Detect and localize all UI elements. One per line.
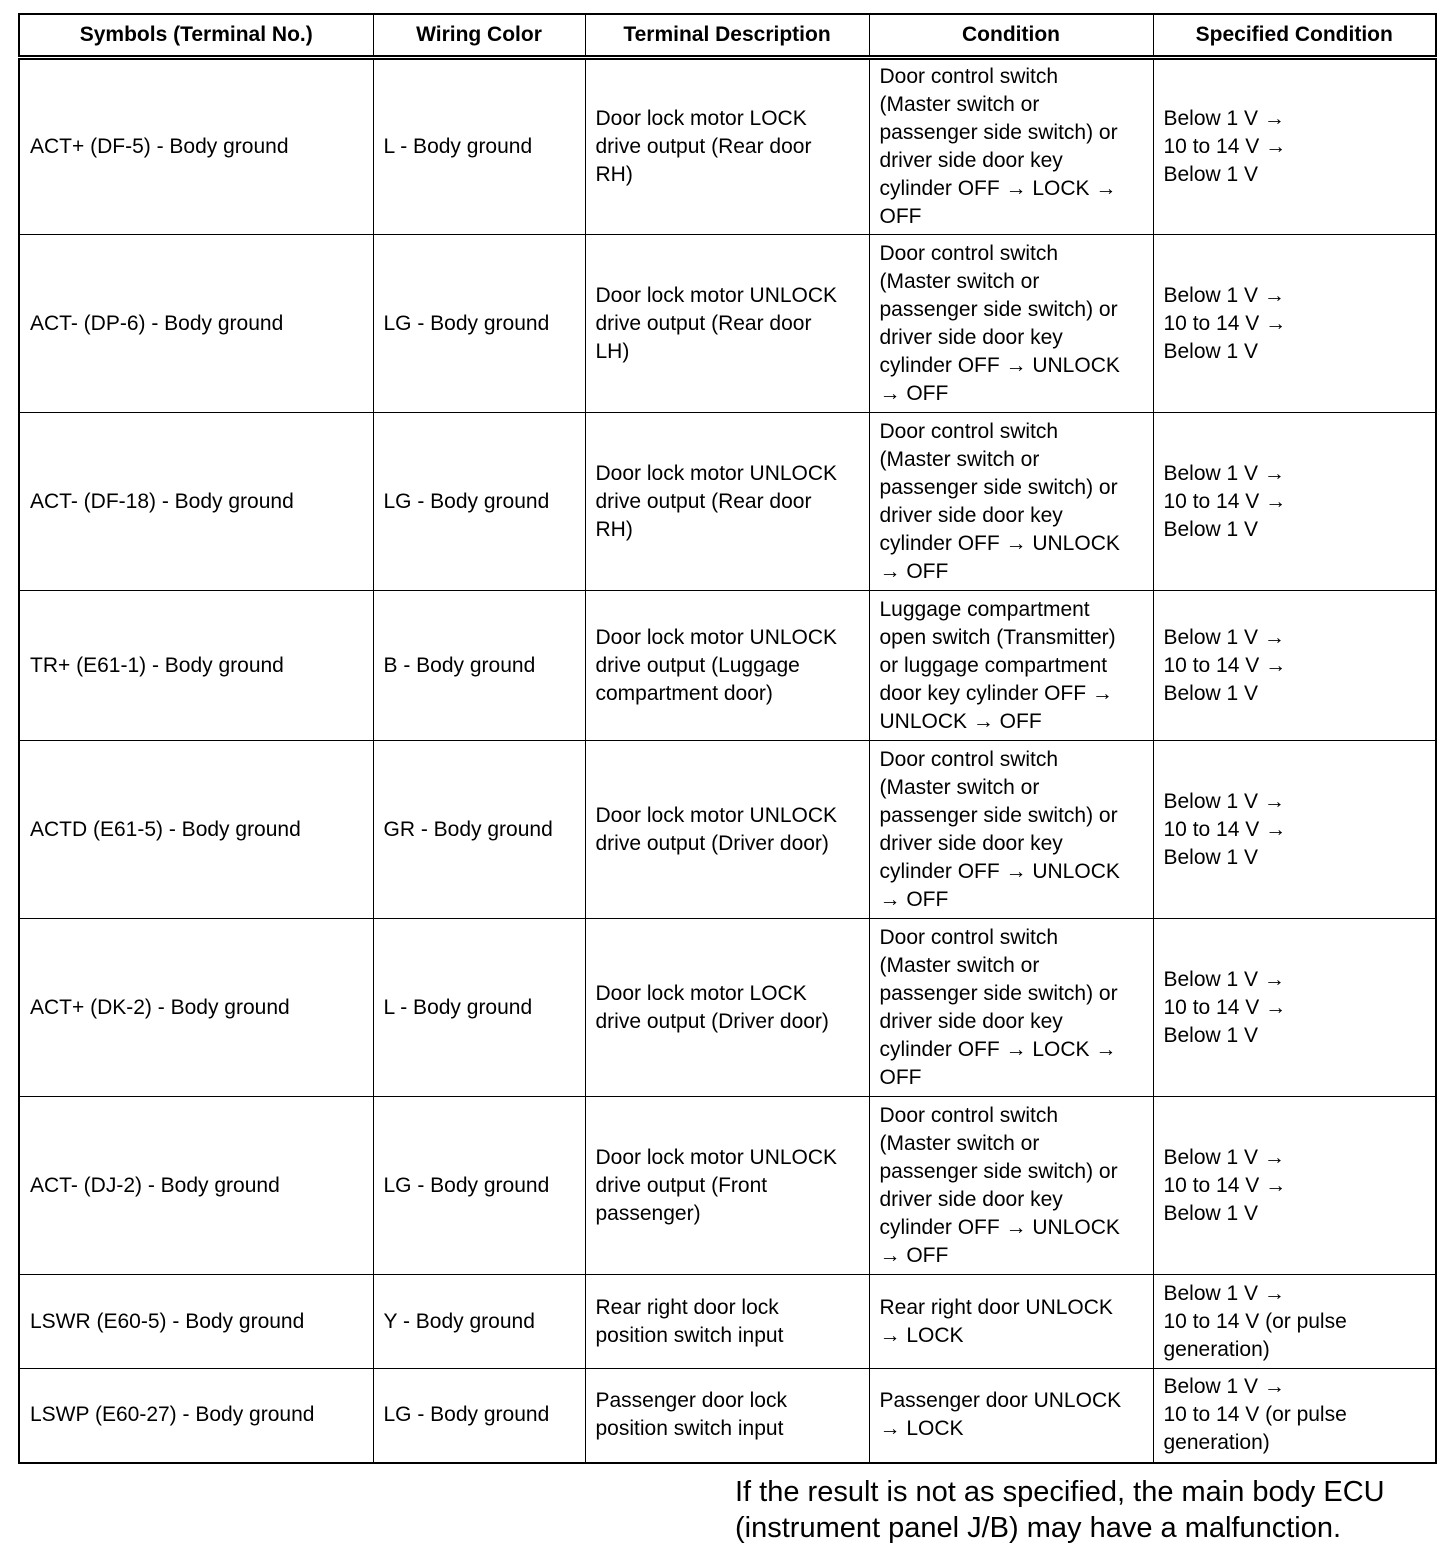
symbol-cell: ACT- (DF-18) - Body ground [19,413,373,591]
description-cell: Passenger door lock position switch input [585,1369,869,1463]
symbol-cell: ACT+ (DK-2) - Body ground [19,919,373,1097]
specified-cell: Below 1 V → 10 to 14 V → Below 1 V [1153,413,1436,591]
malfunction-note: If the result is not as specified, the main body ECU (instrument panel J/B) may have a malfunction. [735,1476,1385,1544]
wiring-cell: LG - Body ground [373,235,585,413]
table-row [19,235,1436,413]
specified-cell: Below 1 V → 10 to 14 V → Below 1 V [1153,591,1436,741]
condition-cell: Door control switch (Master switch or passenger side switch) or driver side door key cylinder OFF → UNLOCK → OFF [869,235,1153,413]
symbol-cell: ACT- (DJ-2) - Body ground [19,1097,373,1275]
header-row [19,14,1436,58]
description-cell: Rear right door lock position switch input [585,1275,869,1369]
symbol-cell: ACTD (E61-5) - Body ground [19,741,373,919]
table-row [19,1097,1436,1275]
wiring-cell: Y - Body ground [373,1275,585,1369]
table-row [19,413,1436,591]
specified-cell: Below 1 V → 10 to 14 V → Below 1 V [1153,741,1436,919]
table-row [19,919,1436,1097]
header-symbols: Symbols (Terminal No.) [19,14,373,58]
symbol-cell: ACT- (DP-6) - Body ground [19,235,373,413]
description-cell: Door lock motor UNLOCK drive output (Rear door LH) [585,235,869,413]
terminal-spec-table [18,13,1437,1464]
table-row [19,741,1436,919]
specified-cell: Below 1 V → 10 to 14 V → Below 1 V [1153,1097,1436,1275]
wiring-cell: B - Body ground [373,591,585,741]
wiring-cell: LG - Body ground [373,413,585,591]
specified-cell: Below 1 V → 10 to 14 V (or pulse generation) [1153,1275,1436,1369]
description-cell: Door lock motor UNLOCK drive output (Driver door) [585,741,869,919]
table-row [19,591,1436,741]
wiring-cell: LG - Body ground [373,1097,585,1275]
symbol-cell: LSWP (E60-27) - Body ground [19,1369,373,1463]
condition-cell: Door control switch (Master switch or passenger side switch) or driver side door key cylinder OFF → UNLOCK → OFF [869,1097,1153,1275]
header-specified-condition: Specified Condition [1153,14,1436,58]
condition-cell: Door control switch (Master switch or passenger side switch) or driver side door key cylinder OFF → LOCK → OFF [869,919,1153,1097]
symbol-cell: ACT+ (DF-5) - Body ground [19,58,373,235]
condition-cell: Rear right door UNLOCK → LOCK [869,1275,1153,1369]
description-cell: Door lock motor UNLOCK drive output (Front passenger) [585,1097,869,1275]
table-row [19,1369,1436,1463]
specified-cell: Below 1 V → 10 to 14 V → Below 1 V [1153,919,1436,1097]
table-row [19,1275,1436,1369]
specified-cell: Below 1 V → 10 to 14 V (or pulse generation) [1153,1369,1436,1463]
wiring-cell: GR - Body ground [373,741,585,919]
header-terminal-description: Terminal Description [585,14,869,58]
description-cell: Door lock motor LOCK drive output (Driver door) [585,919,869,1097]
specified-cell: Below 1 V → 10 to 14 V → Below 1 V [1153,58,1436,235]
condition-cell: Door control switch (Master switch or passenger side switch) or driver side door key cylinder OFF → UNLOCK → OFF [869,741,1153,919]
wiring-cell: LG - Body ground [373,1369,585,1463]
symbol-cell: TR+ (E61-1) - Body ground [19,591,373,741]
condition-cell: Luggage compartment open switch (Transmitter) or luggage compartment door key cylinder OFF → UNLOCK → OFF [869,591,1153,741]
table-row [19,58,1436,235]
symbol-cell: LSWR (E60-5) - Body ground [19,1275,373,1369]
description-cell: Door lock motor UNLOCK drive output (Rear door RH) [585,413,869,591]
description-cell: Door lock motor UNLOCK drive output (Luggage compartment door) [585,591,869,741]
header-condition: Condition [869,14,1153,58]
specified-cell: Below 1 V → 10 to 14 V → Below 1 V [1153,235,1436,413]
wiring-cell: L - Body ground [373,919,585,1097]
header-wiring-color: Wiring Color [373,14,585,58]
description-cell: Door lock motor LOCK drive output (Rear door RH) [585,58,869,235]
condition-cell: Door control switch (Master switch or passenger side switch) or driver side door key cylinder OFF → UNLOCK → OFF [869,413,1153,591]
condition-cell: Passenger door UNLOCK → LOCK [869,1369,1153,1463]
wiring-cell: L - Body ground [373,58,585,235]
condition-cell: Door control switch (Master switch or passenger side switch) or driver side door key cylinder OFF → LOCK → OFF [869,58,1153,235]
